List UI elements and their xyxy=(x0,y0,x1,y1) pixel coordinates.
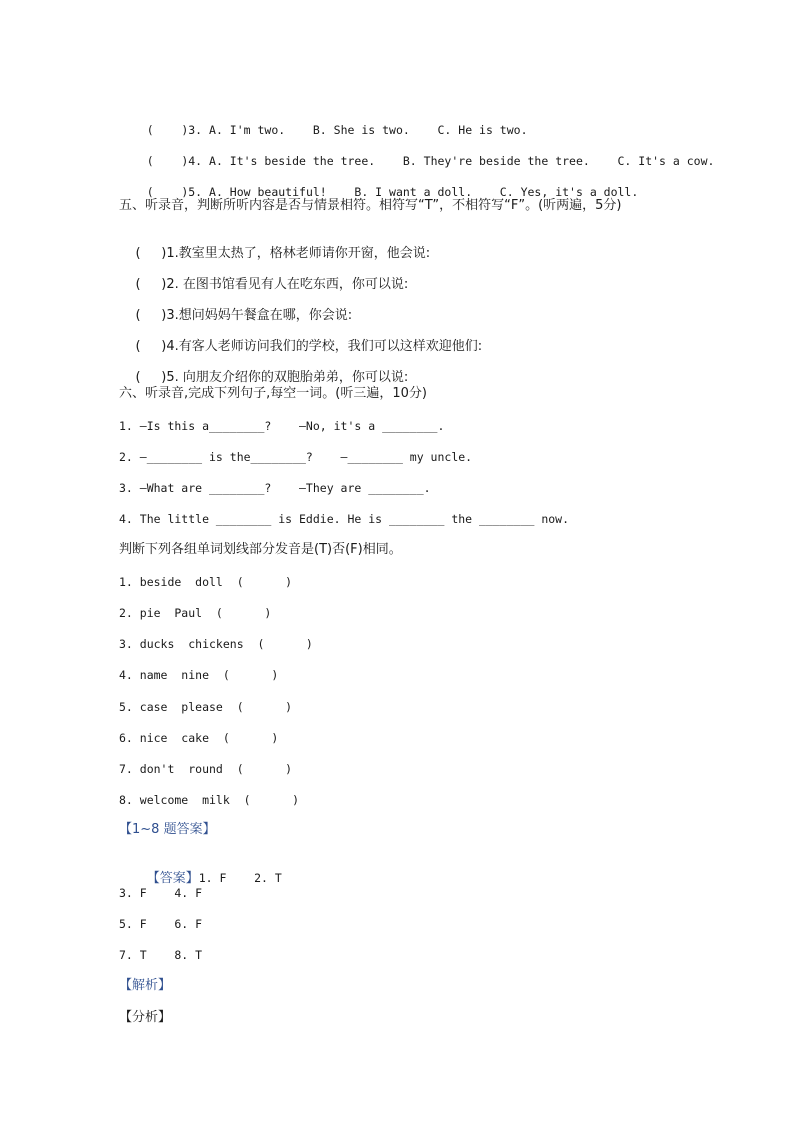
phonics-item-4: 4. name nine ( ) xyxy=(119,668,279,682)
answer-line-4: 7. T 8. T xyxy=(119,948,203,962)
q5-item-2: ( )2. 在图书馆看见有人在吃东西，你可以说: xyxy=(135,277,409,292)
answer-line-2: 3. F 4. F xyxy=(119,886,203,900)
section-6-heading: 六、听录音,完成下列句子,每空一词。(听三遍，10分) xyxy=(119,386,427,401)
answer-bracket: ( ) xyxy=(146,154,189,168)
phonics-heading: 判断下列各组单词划线部分发音是(T)否(F)相同。 xyxy=(119,542,402,557)
q4-item-3: ( )3. A. I'm two. B. She is two. C. He is two. xyxy=(146,123,528,137)
q5-item-1: ( )1.教室里太热了，格林老师请你开窗，他会说: xyxy=(135,246,431,261)
answer-line-3: 5. F 6. F xyxy=(119,917,203,931)
answer-section-heading: 【1~8 题答案】 xyxy=(119,822,216,837)
answer-bracket: ( ) xyxy=(135,339,167,354)
analysis-heading: 【解析】 xyxy=(119,978,172,993)
phonics-item-3: 3. ducks chickens ( ) xyxy=(119,637,313,651)
answer-bracket: ( ) xyxy=(146,185,189,199)
q6-item-2: 2. —________ is the________? —________ my uncle. xyxy=(119,450,473,464)
answer-bracket: ( ) xyxy=(146,123,189,137)
answer-bracket: ( ) xyxy=(135,308,167,323)
q4-item-4: ( )4. A. It's beside the tree. B. They're beside the tree. C. It's a cow. xyxy=(146,154,715,168)
answer-bracket: ( ) xyxy=(135,277,167,292)
phonics-item-1: 1. beside doll ( ) xyxy=(119,575,293,589)
phonics-item-7: 7. don't round ( ) xyxy=(119,762,293,776)
phonics-item-5: 5. case please ( ) xyxy=(119,700,293,714)
breakdown-heading: 【分析】 xyxy=(119,1010,172,1025)
q5-item-4: ( )4.有客人老师访问我们的学校，我们可以这样欢迎他们: xyxy=(135,339,483,354)
answer-line-1: 【答案】1. F 2. T xyxy=(146,871,282,886)
q4-item-5: ( )5. A. How beautiful! B. I want a doll. C. Yes, it's a doll. xyxy=(146,185,639,199)
phonics-item-8: 8. welcome milk ( ) xyxy=(119,793,300,807)
section-5-heading: 五、听录音，判断所听内容是否与情景相符。相符写“T”，不相符写“F”。(听两遍，5分) xyxy=(119,198,622,213)
answer-bracket: ( ) xyxy=(135,370,167,385)
phonics-item-6: 6. nice cake ( ) xyxy=(119,731,279,745)
q5-item-3: ( )3.想问妈妈午餐盒在哪，你会说: xyxy=(135,308,353,323)
phonics-item-2: 2. pie Paul ( ) xyxy=(119,606,272,620)
answer-label: 【答案】 xyxy=(146,871,199,886)
answer-bracket: ( ) xyxy=(135,246,167,261)
q6-item-3: 3. —What are ________? —They are ________. xyxy=(119,481,431,495)
q5-item-5: ( )5. 向朋友介绍你的双胞胎弟弟，你可以说: xyxy=(135,370,409,385)
q6-item-4: 4. The little ________ is Eddie. He is ________ the ________ now. xyxy=(119,512,570,526)
q6-item-1: 1. —Is this a________? —No, it's a ________. xyxy=(119,419,445,433)
